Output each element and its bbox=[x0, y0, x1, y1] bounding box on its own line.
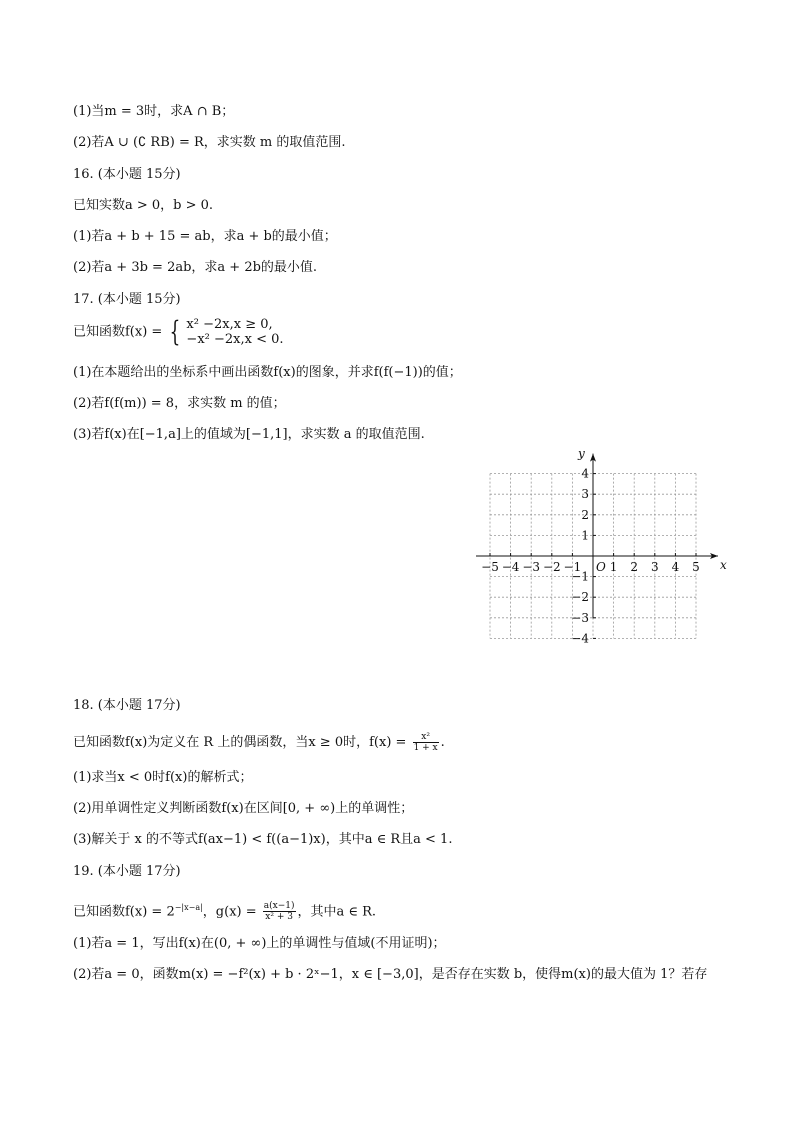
question-19-part-2: (2)若a = 0，函数m(x) = −f²(x) + b · 2ˣ−1，x ∈ [−3,0]，是否存在实数 b，使得m(x)的最大值为 1？若存 bbox=[73, 967, 708, 982]
question-16-header: 16. (本小题 15分) bbox=[73, 167, 181, 182]
problem-line: (2)若A ∪ (∁ RB) = R，求实数 m 的取值范围. bbox=[73, 135, 346, 150]
stem-suffix: ，其中a ∈ R. bbox=[297, 904, 377, 920]
y-axis-label: y bbox=[578, 450, 585, 461]
stem-mid: ，g(x) = bbox=[202, 904, 257, 920]
y-tick-label: −4 bbox=[571, 631, 589, 646]
x-tick-label: 4 bbox=[671, 560, 680, 574]
question-17-stem bbox=[73, 317, 284, 348]
x-tick-label: −3 bbox=[522, 560, 541, 574]
x-tick-label: −1 bbox=[563, 560, 582, 574]
fraction-numerator: x² bbox=[413, 732, 439, 743]
stem-prefix: 已知函数f(x)为定义在 R 上的偶函数，当x ≥ 0时，f(x) = bbox=[73, 735, 407, 750]
piecewise-cases bbox=[186, 317, 283, 347]
y-tick-label: 2 bbox=[581, 507, 589, 522]
stem-suffix: . bbox=[440, 735, 445, 750]
x-tick-label: −5 bbox=[481, 560, 499, 574]
question-19-part-1: (1)若a = 1，写出f(x)在(0, + ∞)上的单调性与值域(不用证明)； bbox=[73, 936, 446, 951]
y-tick-label: 4 bbox=[581, 466, 589, 481]
coordinate-system bbox=[468, 450, 728, 670]
question-18-part-3: (3)解关于 x 的不等式f(ax−1) < f((a−1)x)，其中a ∈ R且a < 1. bbox=[73, 832, 453, 847]
question-19-header: 19. (本小题 17分) bbox=[73, 864, 181, 879]
question-18-part-1: (1)求当x < 0时f(x)的解析式； bbox=[73, 770, 253, 785]
x-tick-label: −4 bbox=[501, 560, 520, 574]
question-17-part-3: (3)若f(x)在[−1,a]上的值域为[−1,1]，求实数 a 的取值范围. bbox=[73, 427, 425, 442]
fraction-denominator: x² + 3 bbox=[265, 912, 293, 923]
x-tick-label: −2 bbox=[542, 560, 561, 574]
y-tick-label: 3 bbox=[581, 487, 589, 502]
y-tick-label: 1 bbox=[581, 528, 589, 543]
brace: { bbox=[170, 315, 181, 348]
problem-line: (1)当m = 3时，求A ∩ B； bbox=[73, 104, 235, 119]
question-19-stem bbox=[73, 895, 376, 925]
x-tick-label: 5 bbox=[692, 560, 700, 574]
question-17-part-1: (1)在本题给出的坐标系中画出函数f(x)的图象，并求f(f(−1))的值； bbox=[73, 365, 462, 380]
fraction bbox=[413, 732, 439, 753]
y-tick-label: −2 bbox=[571, 590, 589, 605]
fraction bbox=[263, 901, 296, 922]
question-18-header: 18. (本小题 17分) bbox=[73, 698, 181, 713]
fraction-numerator: a(x−1) bbox=[263, 901, 295, 912]
question-17-header: 17. (本小题 15分) bbox=[73, 292, 181, 307]
case-1: x² −2x,x ≥ 0, bbox=[186, 317, 273, 332]
x-tick-label: 1 bbox=[609, 560, 618, 574]
stem-prefix: 已知函数f(x) = 2 bbox=[73, 904, 175, 920]
fraction-denominator: 1 + x bbox=[413, 743, 438, 753]
y-tick-label: −1 bbox=[571, 569, 589, 584]
question-16-part-2: (2)若a + 3b = 2ab，求a + 2b的最小值. bbox=[73, 260, 318, 275]
x-axis-label: x bbox=[720, 558, 727, 572]
question-18-part-2: (2)用单调性定义判断函数f(x)在区间[0, + ∞)上的单调性； bbox=[73, 801, 414, 816]
origin-label: O bbox=[596, 560, 606, 574]
stem-prefix: 已知函数f(x) = bbox=[73, 324, 163, 340]
question-16-stem: 已知实数a > 0，b > 0. bbox=[73, 198, 214, 213]
y-tick-label: −3 bbox=[571, 610, 589, 625]
x-tick-label: 2 bbox=[630, 560, 639, 574]
question-18-stem bbox=[73, 730, 445, 756]
question-16-part-1: (1)若a + b + 15 = ab，求a + b的最小值； bbox=[73, 229, 337, 244]
x-tick-label: 3 bbox=[650, 560, 659, 574]
exponent: −|x−a| bbox=[174, 903, 203, 912]
case-2: −x² −2x,x < 0. bbox=[186, 332, 284, 347]
question-17-part-2: (2)若f(f(m)) = 8，求实数 m 的值； bbox=[73, 396, 286, 411]
